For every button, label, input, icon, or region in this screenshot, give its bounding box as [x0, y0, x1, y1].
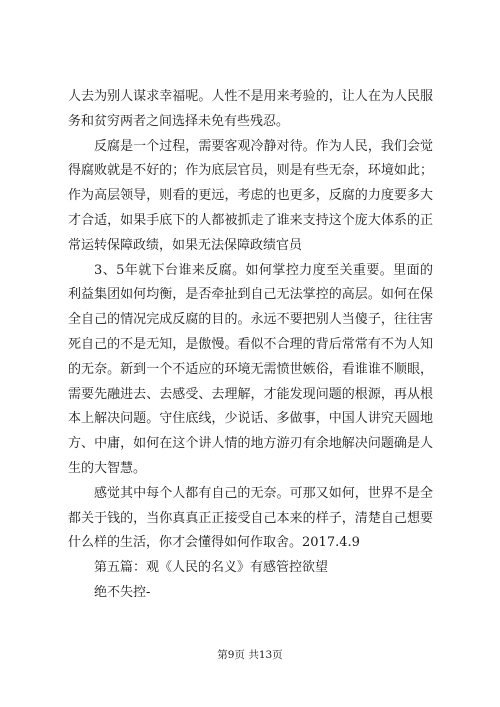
line-text: 本上解决问题。守住底线，少说话、多做事，中国人讲究天圆地 [68, 411, 433, 427]
line-text: 作为高层领导，则看的更远，考虑的也更多，反腐的力度要多大 [68, 188, 433, 204]
text-line [68, 184, 433, 209]
text-line [68, 333, 433, 358]
line-text: 务和贫穷两者之间选择未免有些残忍。 [68, 113, 290, 129]
line-text: 什么样的生活，你才会懂得如何作取舍。2017.4.9 [68, 535, 360, 551]
text-line [68, 383, 433, 408]
line-text: 常运转保障政绩，如果无法保障政绩官员 [68, 237, 303, 253]
text-line [68, 234, 433, 259]
line-text: 死自己的不是无知，是傲慢。看似不合理的背后常常有不为人知 [68, 336, 433, 352]
text-line [68, 358, 433, 383]
text-line [68, 85, 433, 110]
line-text: 都关于钱的，当你真真正正接受自己本来的样子，清楚自己想要 [68, 510, 433, 526]
line-text: 第五篇：观《人民的名义》有感管控欲望 [94, 560, 329, 576]
text-line [68, 407, 433, 432]
line-text: 需要先融进去、去感受、去理解，才能发现问题的根源，再从根 [68, 386, 433, 402]
line-text: 才合适，如果手底下的人都被抓走了谁来支持这个庞大体系的正 [68, 212, 433, 228]
page-footer: 第9页 共13页 [217, 649, 283, 661]
text-line [68, 457, 433, 482]
text-line [68, 135, 433, 160]
line-text: 得腐败就是不好的；作为底层官员，则是有些无奈，环境如此； [68, 163, 433, 179]
text-line [68, 308, 433, 333]
line-text: 利益集团如何均衡，是否牵扯到自己无法掌控的高层。如何在保 [68, 287, 433, 303]
line-text: 人去为别人谋求幸福呢。人性不是用来考验的，让人在为人民服 [68, 89, 433, 104]
line-text: 的无奈。新到一个不适应的环境无需愤世嫉俗，看谁谁不顺眼， [68, 361, 433, 377]
text-line [68, 531, 433, 556]
text-line [68, 283, 433, 308]
line-text: 反腐是一个过程，需要客观冷静对待。作为人民，我们会觉 [94, 138, 433, 154]
line-text: 全自己的情况完成反腐的目的。永远不要把别人当傻子，往往害 [68, 312, 433, 328]
line-text: 绝不失控- [94, 584, 151, 600]
text-line [68, 259, 433, 284]
line-text: 3、5年就下台谁来反腐。如何掌控力度至关重要。里面的 [94, 262, 433, 278]
text-line [68, 556, 433, 581]
line-text: 感觉其中每个人都有自己的无奈。可那又如何，世界不是全 [94, 485, 433, 501]
line-text: 方、中庸，如何在这个讲人情的地方游刃有余地解决问题确是人 [68, 436, 433, 452]
text-line [68, 209, 433, 234]
text-line [68, 507, 433, 532]
text-line [68, 432, 433, 457]
line-text: 生的大智慧。 [68, 460, 147, 476]
text-line [68, 482, 433, 507]
text-line [68, 159, 433, 184]
text-line [68, 581, 433, 606]
document-body [68, 85, 433, 606]
text-line [68, 110, 433, 135]
